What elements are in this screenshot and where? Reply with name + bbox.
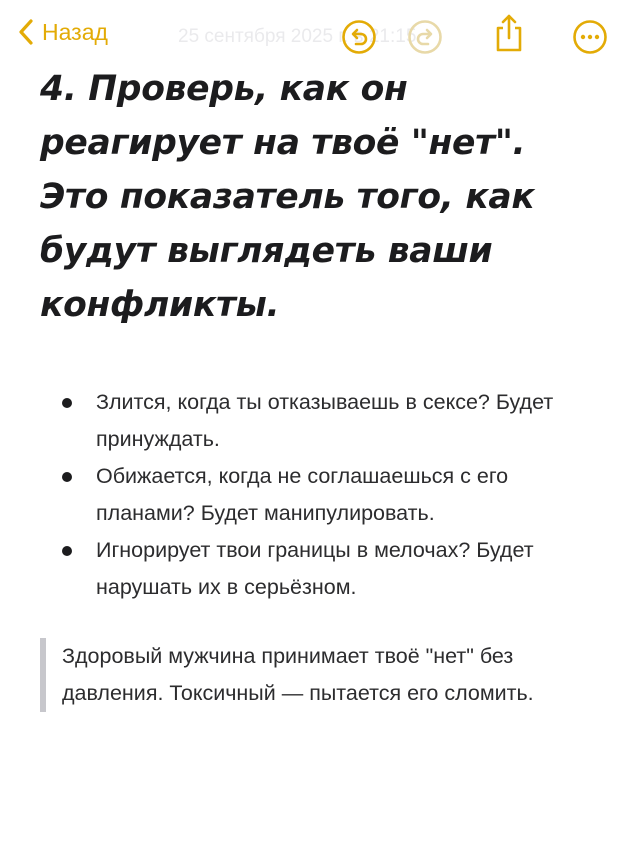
list-item (40, 384, 600, 458)
list-item-text: Игнорирует твои границы в мелочах? Будет нарушать их в серьёзном. (96, 538, 534, 599)
undo-icon (341, 19, 377, 55)
list-item-text: Злится, когда ты отказываешь в сексе? Будет принуждать. (96, 390, 554, 451)
list-item-text: Обижается, когда не соглашаешься с его планами? Будет манипулировать. (96, 464, 509, 525)
list-item (40, 532, 600, 606)
list-item (40, 458, 600, 532)
redo-icon (407, 19, 443, 55)
note-heading: 4. Проверь, как он реагирует на твоё "нет". Это показатель того, как будут выглядеть ваши конфликты. (40, 69, 535, 325)
more-button[interactable] (571, 18, 609, 56)
note-date: 25 сентября 2025 г. в 21:15 (178, 26, 417, 47)
share-button[interactable] (490, 14, 528, 52)
share-icon (493, 13, 525, 53)
chevron-left-icon (18, 18, 34, 46)
redo-button[interactable] (406, 18, 444, 56)
bullet-list (40, 384, 600, 606)
note-content[interactable] (40, 62, 600, 705)
bullet-icon (62, 546, 72, 556)
bullet-icon (62, 472, 72, 482)
back-label: Назад (42, 18, 108, 45)
undo-button[interactable] (340, 18, 378, 56)
bullet-icon (62, 398, 72, 408)
back-button[interactable] (18, 18, 108, 46)
block-quote: Здоровый мужчина принимает твоё "нет" без давления. Токсичный — пытается его сломить. (40, 638, 602, 712)
more-icon (572, 19, 608, 55)
